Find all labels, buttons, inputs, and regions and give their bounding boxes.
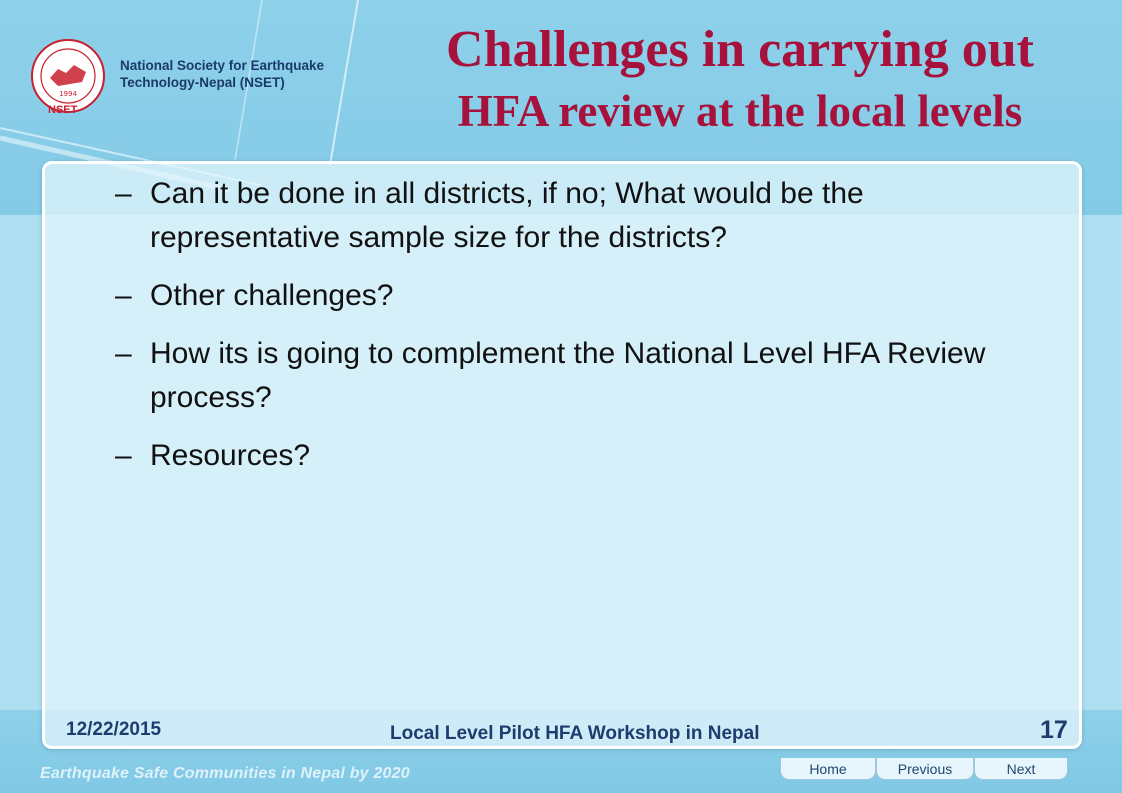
bullet-list (115, 172, 1055, 492)
bullet-item (115, 274, 1055, 318)
bullet-dash: – (115, 337, 132, 370)
bullet-dash: – (115, 177, 132, 210)
nset-logo (30, 38, 106, 114)
next-button[interactable]: Next (974, 758, 1068, 780)
footer-date: 12/22/2015 (66, 719, 162, 740)
bullet-text: Resources? (150, 439, 311, 472)
bullet-text: How its is going to complement the National Level HFA Review process? (150, 337, 986, 414)
slide-title-line2: HFA review at the local levels (457, 86, 1023, 136)
previous-button[interactable]: Previous (876, 758, 974, 780)
bullet-dash: – (115, 279, 132, 312)
svg-text:1994: 1994 (59, 90, 77, 98)
page-number: 17 (1040, 716, 1068, 744)
org-name-line2: Technology-Nepal (NSET) (120, 75, 285, 90)
org-name (120, 57, 350, 91)
home-button[interactable]: Home (780, 758, 876, 780)
bullet-item (115, 332, 1055, 420)
bullet-item (115, 172, 1055, 260)
bullet-text: Other challenges? (150, 279, 394, 312)
slide-title (380, 18, 1100, 140)
bullet-dash: – (115, 439, 132, 472)
footer-title: Local Level Pilot HFA Workshop in Nepal (390, 723, 760, 744)
tagline: Earthquake Safe Communities in Nepal by 2020 (40, 765, 410, 782)
logo-text: NSET (48, 104, 78, 116)
bullet-item (115, 434, 1055, 478)
org-name-line1: National Society for Earthquake (120, 58, 325, 73)
slide-title-line1: Challenges in carrying out (446, 21, 1034, 78)
bullet-text: Can it be done in all districts, if no; What would be the representative sample size for the districts? (150, 177, 864, 254)
nav-bar (780, 758, 1070, 782)
